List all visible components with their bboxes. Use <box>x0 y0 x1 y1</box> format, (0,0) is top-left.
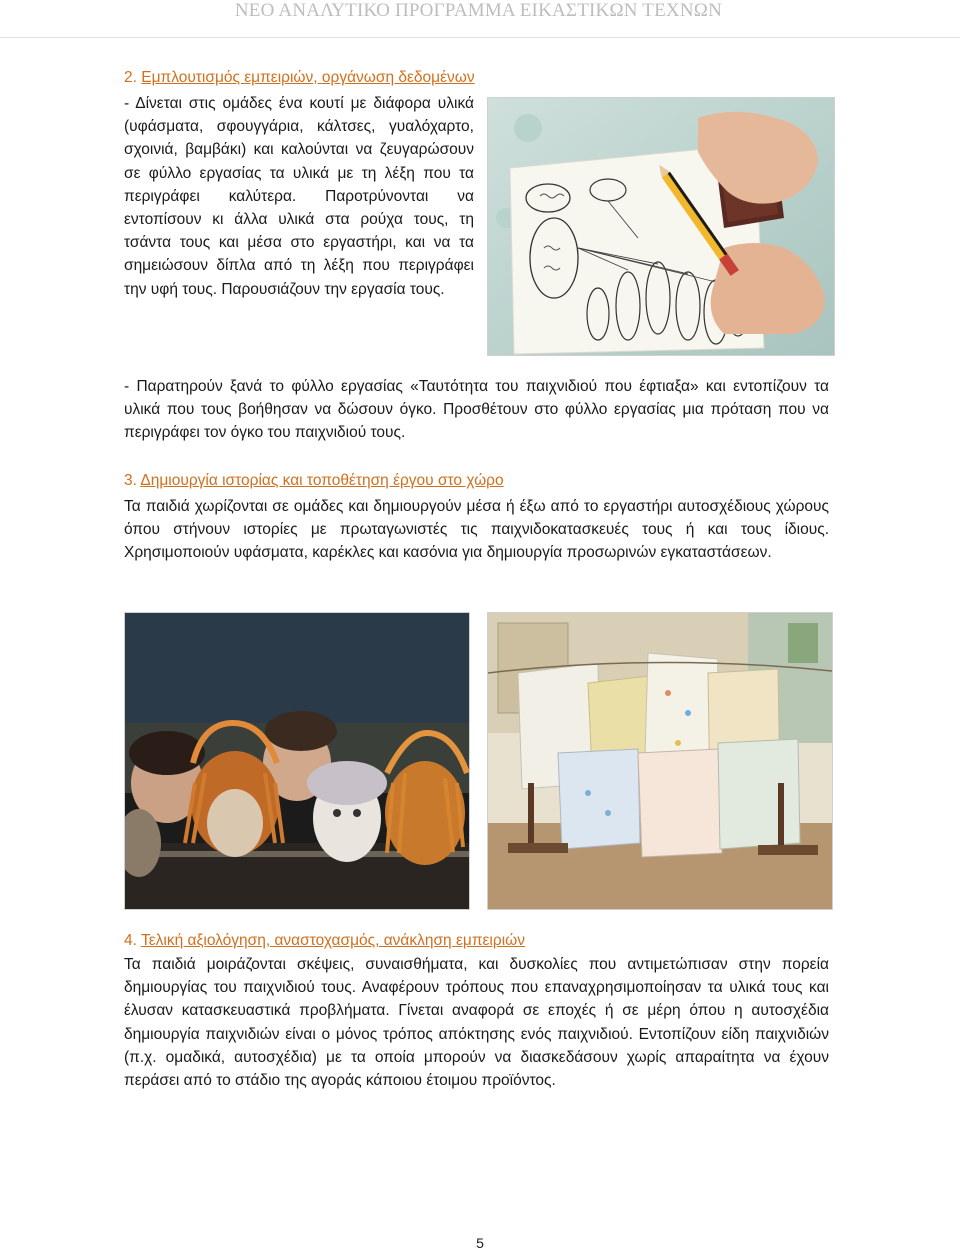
section-4-title: Τελική αξιολόγηση, αναστοχασμός, ανάκληση εμπειριών <box>140 932 525 949</box>
section-2-number: 2. <box>124 69 142 86</box>
running-header: ΝΕΟ ΑΝΑΛΥΤΙΚΟ ΠΡΟΓΡΑΜΜΑ ΕΙΚΑΣΤΙΚΩΝ ΤΕΧΝΩΝ <box>234 0 722 21</box>
section-3-title: Δημιουργία ιστορίας και τοποθέτηση έργου στο χώρο <box>140 472 504 489</box>
children-puppets-photo-image <box>125 613 469 909</box>
section-3-body: Τα παιδιά χωρίζονται σε ομάδες και δημιουργούν μέσα ή έξω από το εργαστήρι αυτοσχέδιους χώρους όπου στήνουν ιστορίες με πρωταγωνιστές τις παιχνιδοκατασκευές τους ή και τους ίδιους. Χρησιμοποιούν υφάσματα, καρέκλες και κασόνια για δημιουργία προσωρινών εγκαταστάσεων. <box>124 498 829 562</box>
worksheet-photo <box>487 97 835 356</box>
section-4-heading <box>124 930 525 952</box>
section-4-number: 4. <box>124 932 141 949</box>
worksheet-photo-image <box>488 98 834 355</box>
children-puppets-photo <box>124 612 470 910</box>
section-2-body-continued: - Παρατηρούν ξανά το φύλλο εργασίας «Ταυτότητα του παιχνιδιού που έφτιαξα» και εντοπίζουν τα υλικά που τους βοήθησαν να δώσουν όγκο. Προσθέτουν στο φύλλο εργασίας μια πρόταση που να περιγράφει τον όγκο του παιχνιδιού τους. <box>124 378 829 442</box>
section-2-title: Εμπλουτισμός εμπειριών, οργάνωση δεδομένων <box>141 69 475 86</box>
section-2-body: - Δίνεται στις ομάδες ένα κουτί με διάφορα υλικά (υφάσματα, σφουγγάρια, κάλτσες, γυαλόχαρτο, σχοινιά, βαμβάκι) και καλούνται να ζευγαρώσουν σε φύλλο εργασίας τα υλικά με τη λέξη που τα περιγράφει καλύτερα. Παροτρύνονται να εντοπίσουν κι άλλα υλικά στα ρούχα τους, τη τσάντα τους και μέσα στο εργαστήρι, και να τα σημειώσουν δίπλα από τη λέξη που περιγράφει την υφή τους. Παρουσιάζουν την εργασία τους. <box>124 95 474 298</box>
fabric-installation-photo <box>487 612 833 910</box>
section-4-body: Τα παιδιά μοιράζονται σκέψεις, συναισθήματα, και δυσκολίες που αντιμετώπισαν στην πορεία δημιουργίας του παιχνιδιού τους. Αναφέρουν τρόπους που επαναχρησιμοποίησαν τα υλικά τους και έλυσαν κατασκευαστικά προβλήματα. Γίνεται αναφορά σε εποχές ή σε μέρη όπου η αυτοσχέδια δημιουργία παιχνιδιών είναι ο μόνος τρόπος απόκτησης ενός παιχνιδιού. Εντοπίζουν είδη παιχνιδιών (π.χ. ομαδικά, αυτοσχέδια) με τα οποία μπορούν να διασκεδάσουν χωρίς απαραίτητα να έχουν περάσει από το στάδιο της αγοράς κάποιου έτοιμου προϊόντος. <box>124 956 829 1090</box>
page-number: 5 <box>476 1235 484 1251</box>
section-2-heading <box>124 67 475 89</box>
fabric-installation-photo-image <box>488 613 832 909</box>
header-divider <box>0 37 960 38</box>
section-3-number: 3. <box>124 472 141 489</box>
section-3-heading <box>124 470 504 492</box>
